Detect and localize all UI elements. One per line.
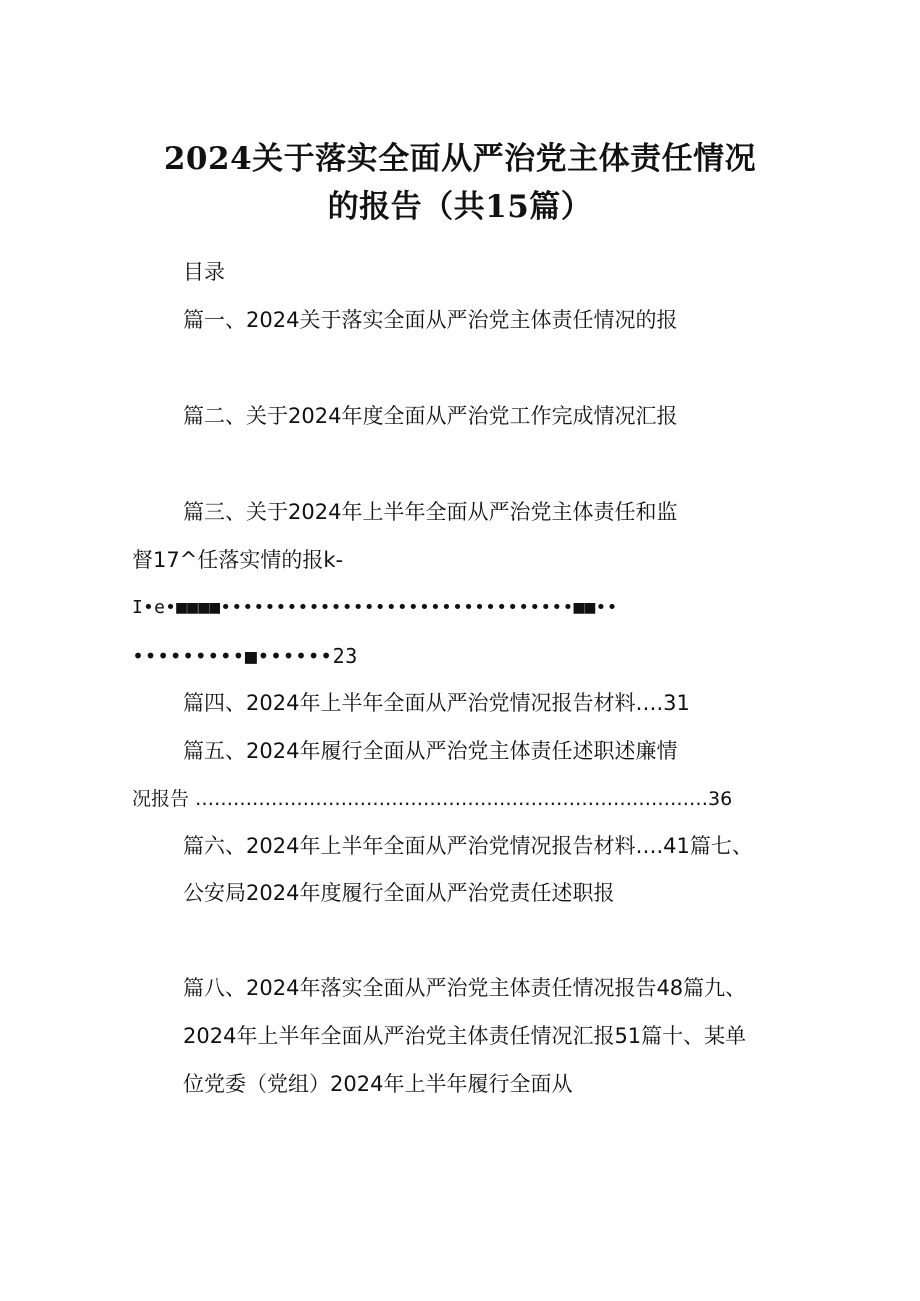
toc-entry-7-title: 公安局2024年度履行全面从严治党责任述职报 bbox=[183, 881, 615, 905]
toc-entry-3-line-1: 篇三、关于2024年上半年全面从严治党主体责任和监 bbox=[183, 500, 678, 524]
toc-entry-6-and-7: 篇六、2024年上半年全面从严治党情况报告材料….41篇七、 bbox=[183, 834, 753, 858]
toc-entry-5-line-1: 篇五、2024年履行全面从严治党主体责任述职述廉情 bbox=[183, 739, 678, 763]
toc-entry-5-line-2: 况报告 ………………………………………………………………………36 bbox=[132, 788, 733, 810]
toc-entry-2: 篇二、关于2024年度全面从严治党工作完成情况汇报 bbox=[183, 404, 678, 428]
document-title-line-2: 的报告（共15篇） bbox=[327, 189, 593, 225]
toc-entry-3-garbled-leader: I•e•■■■■••••••••••••••••••••••••••••••••■■•• bbox=[132, 597, 618, 618]
toc-entry-10-title: 位党委（党组）2024年上半年履行全面从 bbox=[183, 1072, 573, 1096]
toc-heading: 目录 bbox=[183, 260, 225, 284]
document-title-line-1: 2024关于落实全面从严治党主体责任情况 bbox=[163, 141, 757, 177]
toc-entry-3-page: •••••••••■••••••23 bbox=[132, 644, 358, 668]
toc-entry-4: 篇四、2024年上半年全面从严治党情况报告材料….31 bbox=[183, 691, 690, 715]
toc-entry-9-and-10: 2024年上半年全面从严治党主体责任情况汇报51篇十、某单 bbox=[183, 1024, 747, 1048]
toc-entry-3-line-2: 督17^任落实情的报k- bbox=[132, 548, 344, 572]
toc-entry-1: 篇一、2024关于落实全面从严治党主体责任情况的报 bbox=[183, 308, 678, 332]
toc-entry-8-and-9: 篇八、2024年落实全面从严治党主体责任情况报告48篇九、 bbox=[183, 976, 747, 1000]
